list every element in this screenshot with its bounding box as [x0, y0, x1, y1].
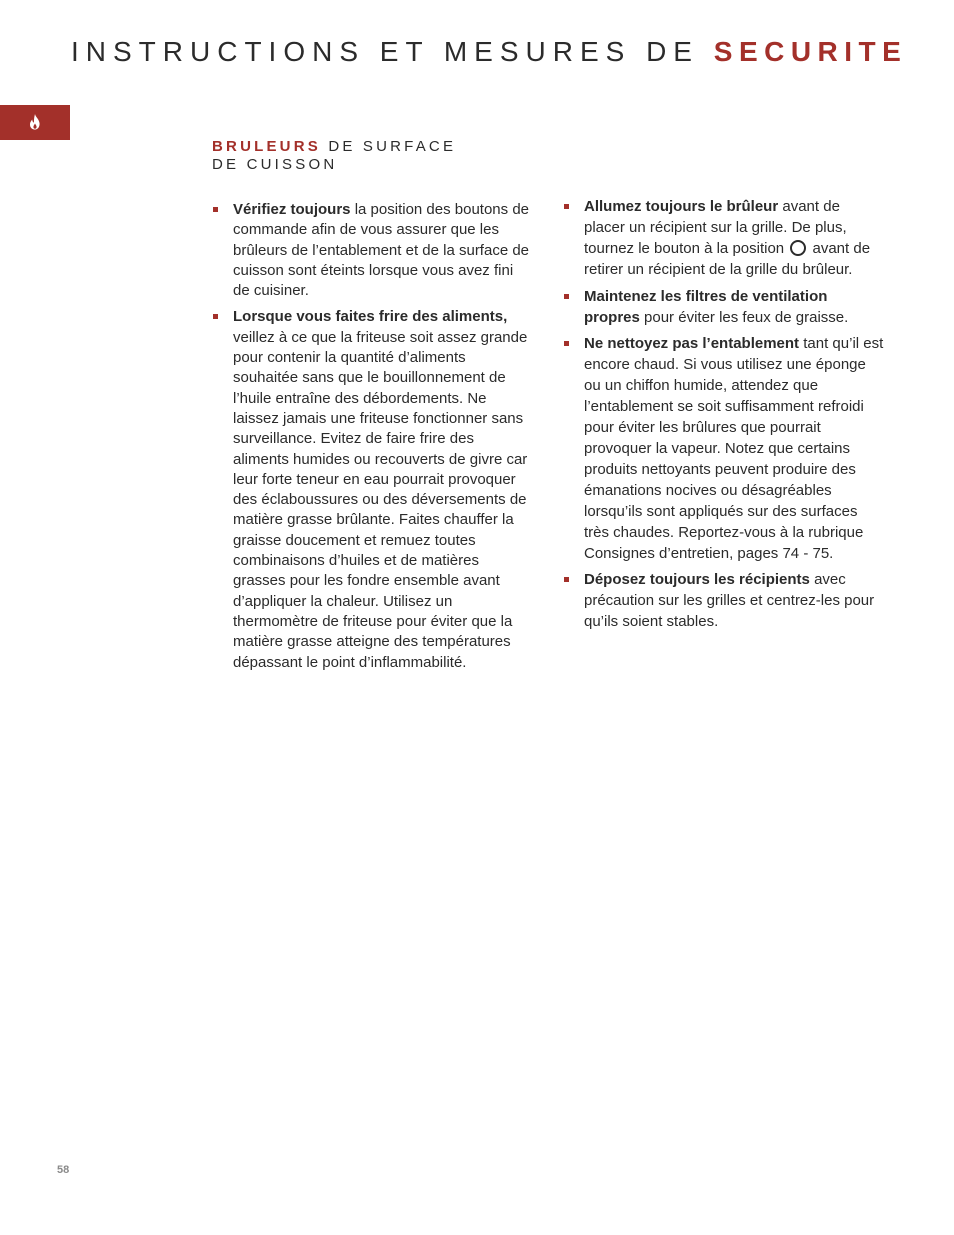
page-title — [71, 36, 907, 68]
section-heading — [212, 138, 456, 174]
list-item — [584, 287, 884, 329]
list-item — [233, 307, 533, 672]
section-heading-line1: DE SURFACE — [328, 138, 457, 155]
list-item-text: veillez à ce que la friteuse soit assez grande pour contenir la quantité d’aliments souhaitée sans que le bouillonnement de l’huile entraîne des débordements. Ne laissez jamais une friteuse fonctionner sans surveillance. Evitez de faire frire des aliments humides ou recouverts de givre car leur forte teneur en eau pourrait provoquer des éclaboussures ou des déversements de matière grasse brûlante. Faites chauffer la graisse doucement et remuez toutes combinaisons d’huiles et de matières grasses pour les fondre ensemble avant d’appliquer la chaleur. Utilisez un thermomètre de friteuse pour éviter que la matière grasse atteigne des températures dépassant le point d’inflammabilité. — [233, 328, 528, 671]
list-item-text: la position des boutons de commande afin de vous assurer que les brûleurs de l’entablement et de la surface de cuisson sont éteints lorsque vous avez fini de cuisiner. — [233, 201, 530, 300]
flame-icon — [29, 114, 41, 130]
list-item — [584, 570, 884, 633]
left-column-list — [233, 200, 533, 679]
page-title-main: INSTRUCTIONS ET MESURES DE — [71, 36, 699, 67]
page-title-accent: SECURITE — [713, 36, 908, 67]
list-item-text: avant de retirer un récipient de la grille du brûleur. — [584, 239, 871, 278]
section-heading-accent: BRULEURS — [212, 138, 321, 155]
list-item-bold: Lorsque vous faites frire des aliments, — [233, 308, 508, 326]
list-item — [584, 197, 884, 281]
list-item-text: tant qu’il est encore chaud. Si vous utilisez une éponge ou un chiffon humide, attendez que l’entablement se soit suffisamment refroidi pour éviter les brûlures que pourrait provoquer la vapeur. Notez que certains produits nettoyants peuvent produire des émanations nocives ou désagréables lorsqu’ils sont appliqués sur des surfaces très chaudes. Reportez-vous à la rubrique Consignes d’entretien, pages 74 - 75. — [584, 335, 884, 562]
list-item-bold: Maintenez les filtres de ventilation propres — [584, 287, 828, 326]
list-item — [584, 334, 884, 564]
off-position-circle-icon — [790, 240, 806, 256]
right-column-list — [584, 197, 884, 639]
list-item-bold: Vérifiez toujours — [233, 201, 351, 218]
list-item-text: avant de placer un récipient sur la grille. De plus, tournez le bouton à la position — [584, 198, 847, 257]
section-tab-marker — [0, 105, 70, 140]
section-heading-line2: DE CUISSON — [212, 156, 338, 173]
list-item — [233, 200, 533, 301]
page-number: 58 — [57, 1164, 70, 1176]
list-item-bold: Ne nettoyez pas l’entablement — [584, 335, 800, 353]
list-item-bold: Déposez toujours les récipients — [584, 571, 810, 589]
list-item-text: pour éviter les feux de graisse. — [644, 308, 849, 326]
list-item-bold: Allumez toujours le brûleur — [584, 198, 779, 215]
list-item-text: avec précaution sur les grilles et centrez-les pour qu’ils soient stables. — [584, 571, 875, 631]
